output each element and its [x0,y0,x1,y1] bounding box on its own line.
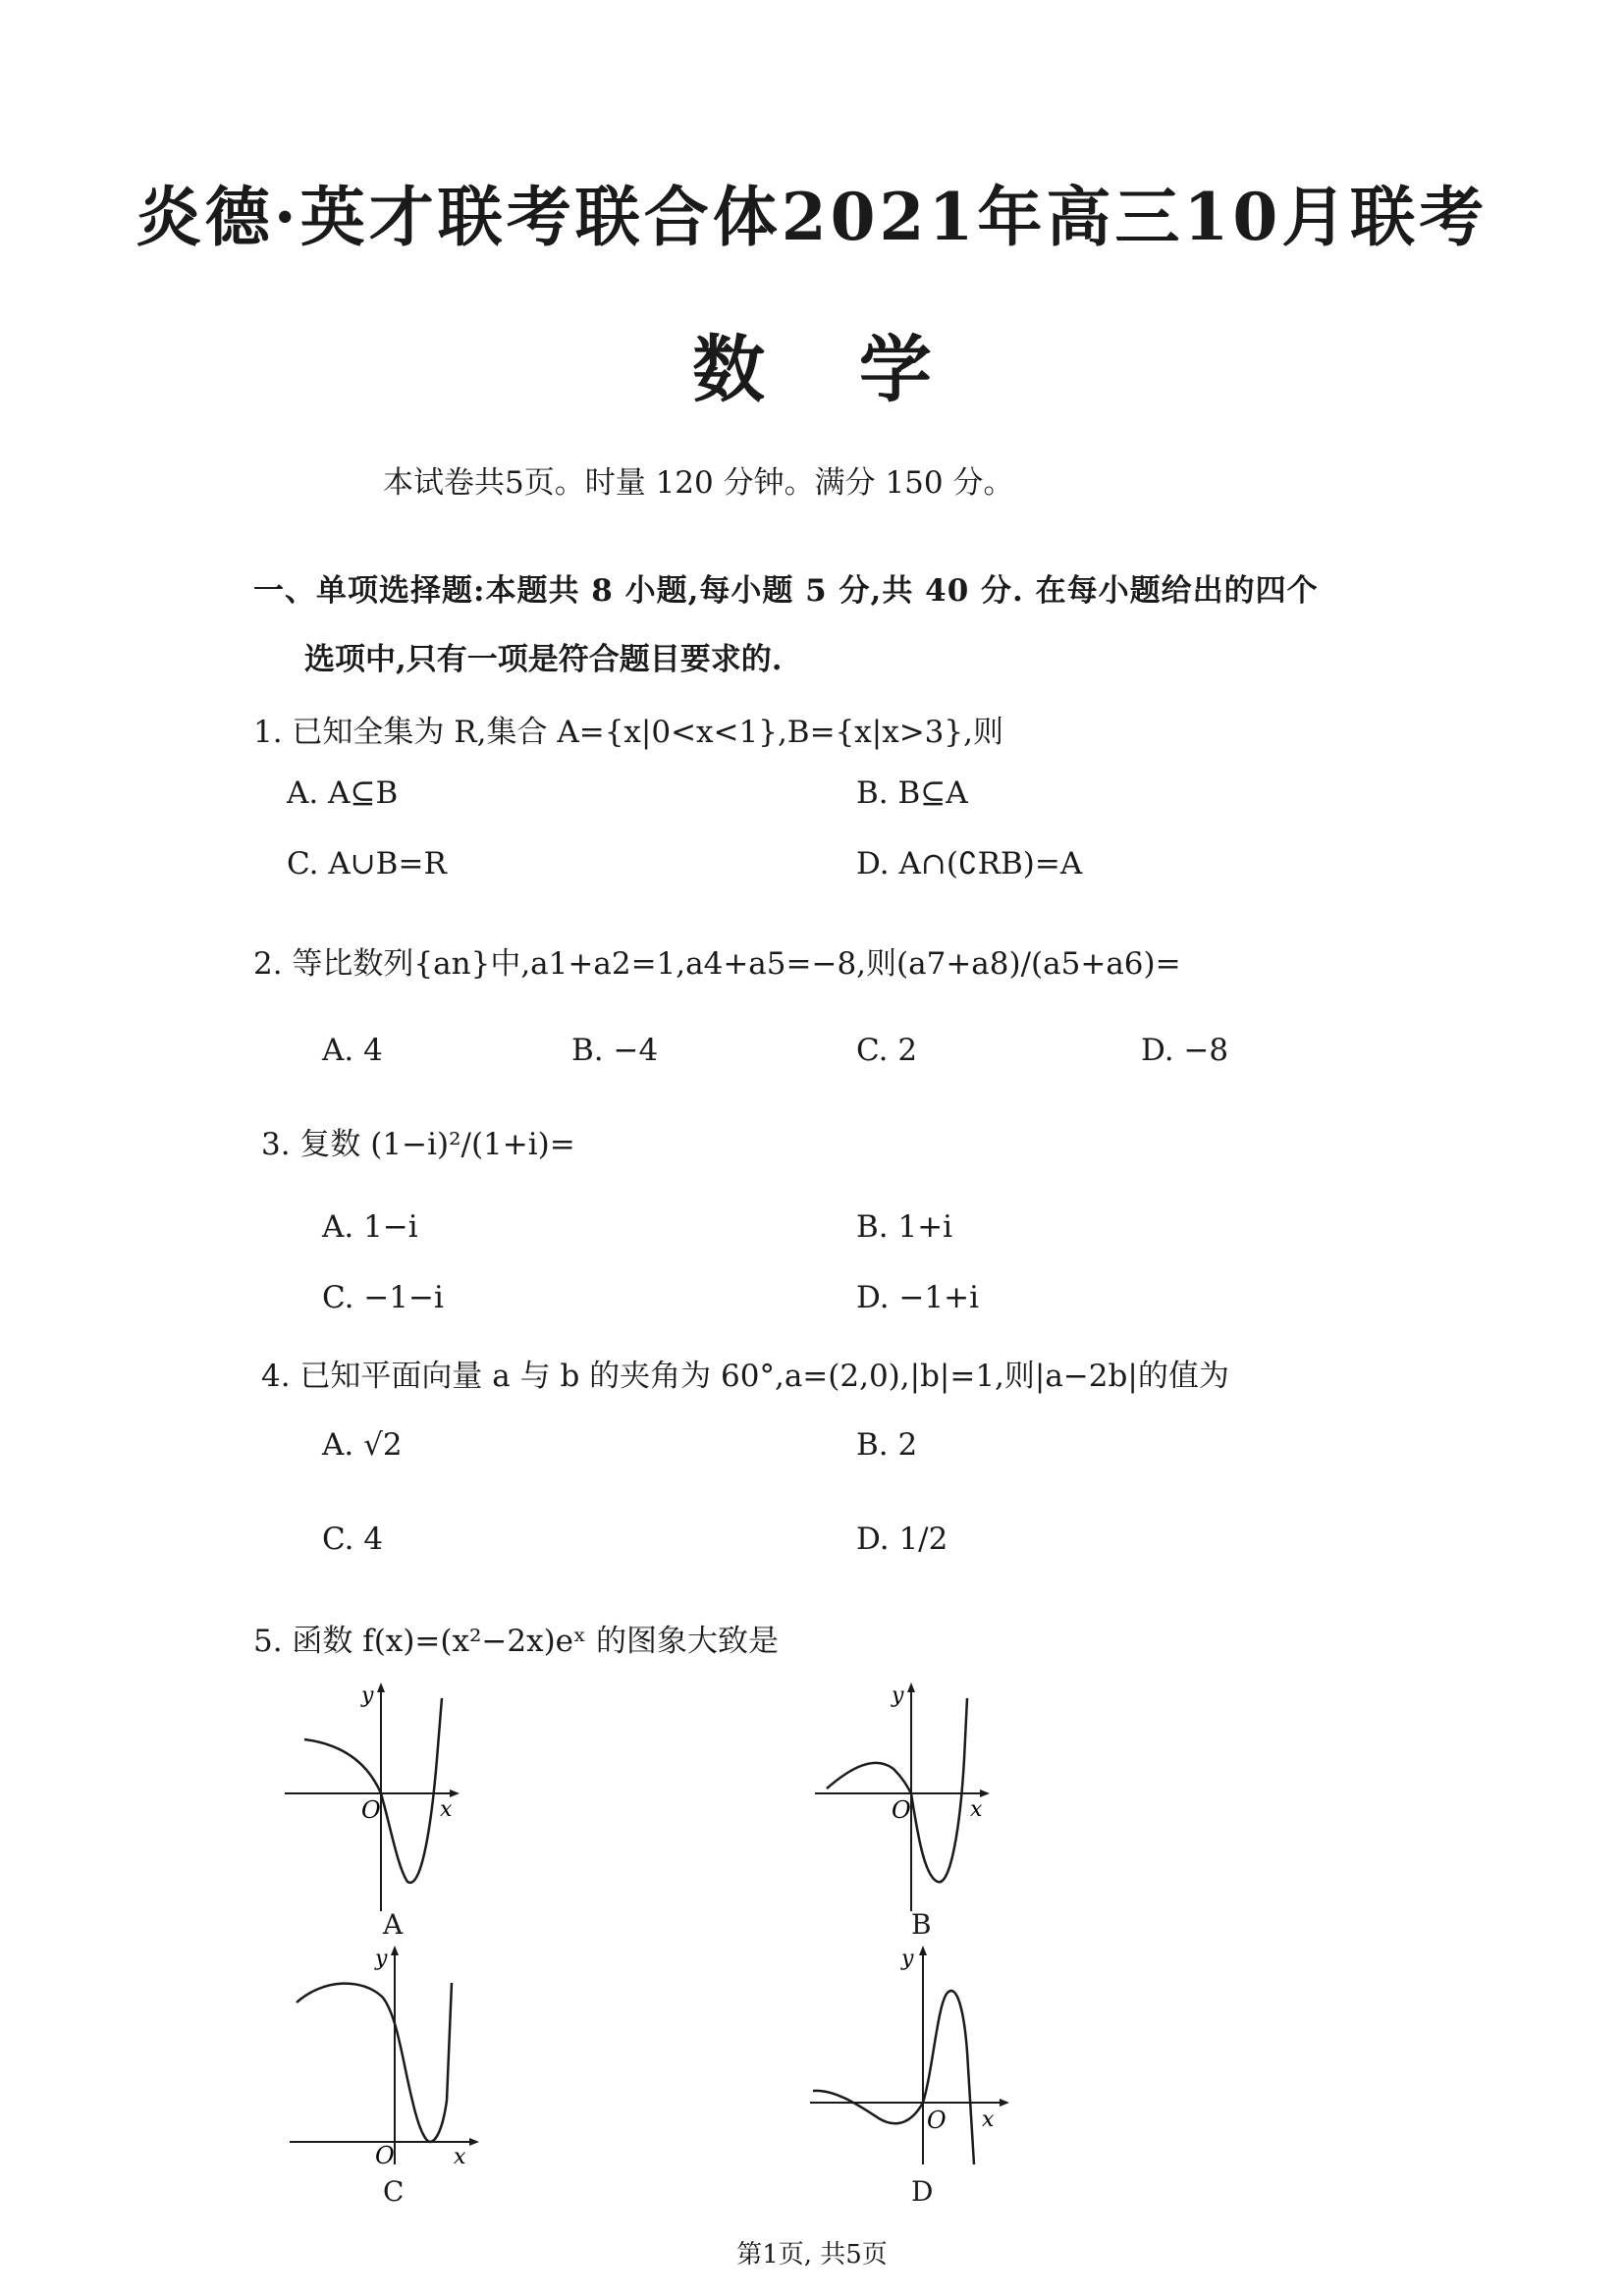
q1-option-d: D. A∩(∁RB)=A [856,846,1083,881]
exam-title: 炎德·英才联考联合体2021年高三10月联考 [135,179,1489,255]
graph-a-curve [304,1698,442,1883]
graph-c-y-label: y [375,1947,388,1971]
graph-a-y-label: y [361,1683,374,1708]
graph-b-curve [827,1698,967,1882]
q4-option-a: A. √2 [322,1427,403,1463]
graph-b-x-label: x [970,1797,983,1822]
graph-b-label: B [911,1908,932,1941]
graph-a-x-label: x [440,1797,453,1822]
graph-d-curve [813,1991,974,2164]
graph-d-y-label: y [901,1947,914,1971]
q1-stem: 1. 已知全集为 R,集合 A={x|0<x<1},B={x|x>3},则 [253,715,1003,750]
graph-c-curve [297,1983,452,2142]
graph-a-label: A [383,1908,404,1941]
q3-stem: 3. 复数 (1−i)²/(1+i)= [261,1127,575,1162]
q2-option-a: A. 4 [322,1033,383,1068]
q5-stem: 5. 函数 f(x)=(x²−2x)eˣ 的图象大致是 [253,1624,780,1659]
q4-option-b: B. 2 [856,1427,918,1463]
q2-option-c: C. 2 [856,1033,918,1068]
q3-option-b: B. 1+i [856,1209,953,1245]
graph-d-origin-label: O [927,2107,947,2134]
q4-option-c: C. 4 [322,1522,384,1557]
section-heading-line2: 选项中,只有一项是符合题目要求的. [304,642,783,677]
q3-option-a: A. 1−i [322,1209,418,1245]
exam-info: 本试卷共5页。时量 120 分钟。满分 150 分。 [383,465,1014,501]
q2-option-b: B. −4 [571,1033,659,1068]
page-footer: 第1页, 共5页 [736,2240,888,2269]
graph-c-label: C [383,2175,405,2208]
q3-option-c: C. −1−i [322,1280,444,1315]
graph-c-origin-label: O [375,2142,395,2169]
graph-d-label: D [911,2175,934,2208]
q2-option-d: D. −8 [1141,1033,1229,1068]
q4-option-d: D. 1/2 [856,1522,948,1557]
q3-option-d: D. −1+i [856,1280,980,1315]
graph-a [275,1681,471,1926]
graph-b-origin-label: O [892,1796,911,1824]
q2-stem: 2. 等比数列{an}中,a1+a2=1,a4+a5=−8,则(a7+a8)/(a5+a6)= [253,946,1181,982]
graph-b [805,1681,1001,1926]
graph-d-x-label: x [982,2108,995,2132]
q4-stem: 4. 已知平面向量 a 与 b 的夹角为 60°,a=(2,0),|b|=1,则|a−2b|的值为 [261,1359,1229,1394]
q1-option-b: B. B⊆A [856,775,968,811]
graph-c-x-label: x [454,2145,466,2169]
q1-option-a: A. A⊆B [287,775,399,811]
graph-b-y-label: y [892,1683,904,1708]
graph-d [805,1944,1021,2169]
q1-option-c: C. A∪B=R [287,846,447,881]
subject-title: 数 学 [692,328,932,412]
graph-a-origin-label: O [361,1796,381,1824]
graph-c [285,1944,491,2169]
section-heading-line1: 一、单项选择题:本题共 8 小题,每小题 5 分,共 40 分. 在每小题给出的四个 [253,573,1319,609]
